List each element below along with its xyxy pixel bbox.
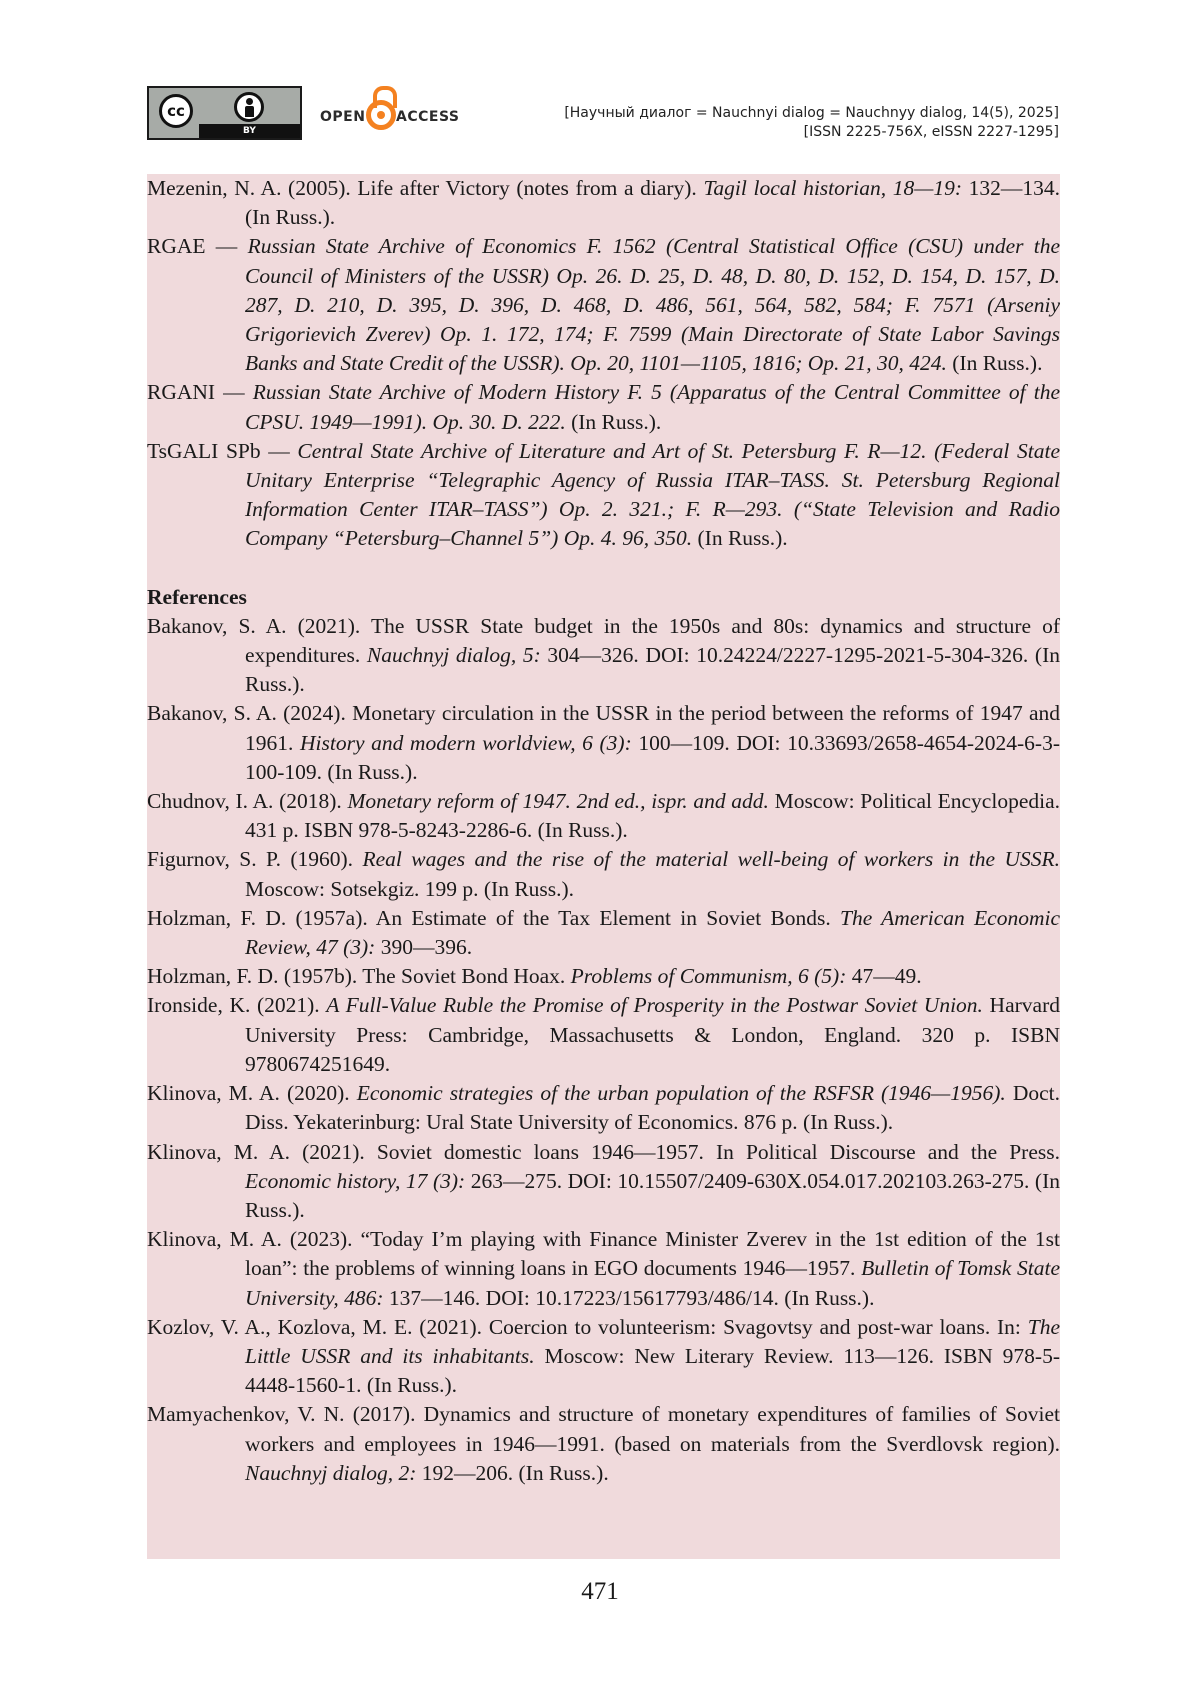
reference-entry: Holzman, F. D. (1957a). An Estimate of the Tax Element in Soviet Bonds. The American Economic Review, 47 (3): 390—396.	[147, 905, 1060, 960]
references-list	[147, 612, 1060, 1488]
reference-entry: Klinova, M. A. (2021). Soviet domestic loans 1946—1957. In Political Discourse and the Press. Economic history, 17 (3): 263—275. DOI: 10.15507/2409-630X.054.017.202103.263-275. (In Russ.).	[147, 1139, 1060, 1222]
open-access-logo	[320, 86, 470, 142]
reference-entry: Mamyachenkov, V. N. (2017). Dynamics and structure of monetary expenditures of families of Soviet workers and employees in 1946—1991. (based on materials from the Sverdlovsk region). Nauchnyj dialog, 2: 192—206. (In Russ.).	[147, 1402, 1060, 1485]
source-entry: Mezenin, N. A. (2005). Life after Victory (notes from a diary). Tagil local historian, 18—19: 132—134. (In Russ.).	[147, 176, 1061, 230]
reference-entry: Kozlov, V. A., Kozlova, M. E. (2021). Coercion to volunteerism: Svagovtsy and post-war loans. In: The Little USSR and its inhabitants. Moscow: New Literary Review. 113—126. ISBN 978-5-4448-1560-1. (In Russ.).	[147, 1314, 1060, 1398]
journal-citation: [Научный диалог = Nauchnyi dialog = Nauchnyy dialog, 14(5), 2025]	[564, 105, 1059, 121]
references-heading: References	[147, 584, 247, 609]
sources-list	[147, 174, 1060, 554]
reference-entry: Klinova, M. A. (2023). “Today I’m playing with Finance Minister Zverev in the 1st edition of the 1st loan”: the problems of winning loans in EGO documents 1946—1957. Bulletin of Tomsk State University, 486: 137—146. DOI: 10.17223/15617793/486/14. (In Russ.).	[147, 1227, 1060, 1310]
cc-icon: cc	[159, 94, 193, 128]
reference-entry: Ironside, K. (2021). A Full-Value Ruble the Promise of Prosperity in the Postwar Soviet Union. Harvard University Press: Cambridge, Massachusetts & London, England. 320 p. ISBN 9780674251649.	[147, 993, 1060, 1076]
attribution-person-icon	[234, 92, 264, 122]
journal-info	[564, 104, 1059, 142]
reference-entry: Klinova, M. A. (2020). Economic strategies of the urban population of the RSFSR (1946—1956). Doct. Diss. Yekaterinburg: Ural State University of Economics. 876 p. (In Russ.).	[147, 1081, 1060, 1135]
oa-open-text: OPEN	[320, 109, 366, 125]
oa-access-text: ACCESS	[396, 109, 460, 125]
bibliography-block	[147, 174, 1060, 1559]
cc-by-license-badge[interactable]	[147, 86, 302, 140]
page-header	[147, 86, 1059, 142]
reference-entry: Bakanov, S. A. (2024). Monetary circulation in the USSR in the period between the reforms of 1947 and 1961. History and modern worldview, 6 (3): 100—109. DOI: 10.33693/2658-4654-2024-6-3-100-109. (In Russ.).	[147, 701, 1060, 784]
source-entry: RGAE — Russian State Archive of Economics F. 1562 (Central Statistical Office (CSU) under the Council of Ministers of the USSR) Op. 26. D. 25, D. 48, D. 80, D. 152, D. 154, D. 157, D. 287, D. 210, D. 395, D. 396, D. 468, D. 486, 561, 564, 582, 584; F. 7571 (Arseniy Grigorievich Zverev) Op. 1. 172, 174; F. 7599 (Main Directorate of State Labor Savings Banks and State Credit of the USSR). Op. 20, 1101—1105, 1816; Op. 21, 30, 424. (In Russ.).	[147, 234, 1061, 376]
journal-issn: [ISSN 2225-756X, eISSN 2227-1295]	[803, 124, 1059, 140]
reference-entry: Figurnov, S. P. (1960). Real wages and the rise of the material well-being of workers in the USSR. Moscow: Sotsekgiz. 199 p. (In Russ.).	[147, 847, 1060, 901]
source-entry: TsGALI SPb — Central State Archive of Literature and Art of St. Petersburg F. R—12. (Federal State Unitary Enterprise “Telegraphic Agency of Russia ITAR–TASS. St. Petersburg Regional Information Center ITAR–TASS”) Op. 2. 321.; F. R—293. (“State Television and Radio Company “Petersburg–Channel 5”) Op. 4. 96, 350. (In Russ.).	[147, 438, 1060, 551]
by-label: BY	[199, 124, 300, 138]
page-number: 471	[581, 1578, 619, 1605]
source-entry: RGANI — Russian State Archive of Modern History F. 5 (Apparatus of the Central Committee of the CPSU. 1949—1991). Op. 30. D. 222. (In Russ.).	[147, 380, 1060, 434]
reference-entry: Chudnov, I. A. (2018). Monetary reform of 1947. 2nd ed., ispr. and add. Moscow: Political Encyclopedia. 431 p. ISBN 978-5-8243-2286-6. (In Russ.).	[147, 789, 1061, 843]
reference-entry: Bakanov, S. A. (2021). The USSR State budget in the 1950s and 80s: dynamics and structure of expenditures. Nauchnyj dialog, 5: 304—326. DOI: 10.24224/2227-1295-2021-5-304-326. (In Russ.).	[147, 613, 1061, 697]
reference-entry: Holzman, F. D. (1957b). The Soviet Bond Hoax. Problems of Communism, 6 (5): 47—49.	[147, 964, 922, 989]
